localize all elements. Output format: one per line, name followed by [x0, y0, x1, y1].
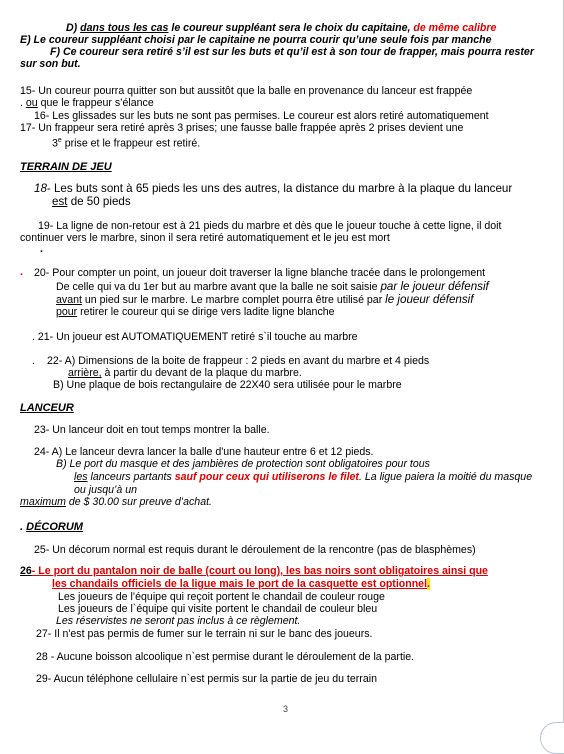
rule-27: 27- Il n'est pas permis de fumer sur le terrain ni sur le banc des joueurs.	[36, 628, 373, 640]
rule-24-line2: B) Le port du masque et des jambières de protection sont obligatoires pour tous	[56, 458, 430, 470]
rule-15-dot: .	[20, 97, 26, 109]
rule-e: E) Le coureur suppléant choisi par le capitaine ne pourra courir qu’une seule fois par manche	[20, 34, 492, 46]
rule-19-line1: 19- La ligne de non-retour est à 21 pieds du marbre et dès que le joueur touche à cette ligne, il doit	[38, 220, 502, 232]
rule-19-line2: continuer vers le marbre, sinon il sera retiré automatiquement et le jeu est mort	[20, 232, 390, 244]
rule-19-bullet: .	[40, 243, 43, 255]
rule-22-marker: .	[32, 355, 35, 367]
rule-20-line2	[56, 280, 489, 294]
rule-20-line2-text: De celle qui va du 1er but au marbre avant que la balle ne soit saisie	[56, 281, 381, 293]
rule-22-line3: B) Une plaque de bois rectangulaire de 22X40 sera utilisée pour le marbre	[53, 379, 402, 391]
rule-22-arriere: arrière,	[68, 367, 102, 379]
rule-18-line2	[52, 195, 131, 208]
page-number: 3	[283, 704, 289, 714]
rule-26-red-line1: - Le port du pantalon noir de balle (court ou long), les bas noirs sont obligatoires ainsi que	[31, 565, 488, 577]
rule-26-line3: Les joueurs de l’équipe qui reçoit portent le chandail de couleur rouge	[58, 591, 385, 603]
rule-26-line5: Les réservistes ne seront pas inclus à ce règlement.	[56, 615, 301, 627]
rule-17-line2	[52, 134, 200, 151]
rule-20-avant: avant	[56, 294, 82, 306]
rule-21: . 21- Un joueur est AUTOMATIQUEMENT retiré s`il touche au marbre	[32, 331, 358, 343]
heading-decorum-text: DÉCORUM	[26, 521, 83, 533]
rule-20-line4	[56, 306, 335, 319]
heading-decorum	[20, 521, 83, 534]
rule-20-line3	[56, 293, 473, 307]
rule-16: 16- Les glissades sur les buts ne sont pas permises. Le coureur est alors retiré automatiquement	[34, 110, 489, 122]
rule-d-main: dans tous les cas	[80, 22, 169, 34]
rule-28: 28 - Aucune boisson alcoolique n`est permise durant le déroulement de la partie.	[36, 651, 415, 663]
rule-23: 23- Un lanceur doit en tout temps montrer la balle.	[34, 424, 270, 436]
rule-20-pour: pour	[56, 306, 78, 318]
rule-f-line1: F) Ce coureur sera retiré s’il est sur les buts et qu’il est à son tour de frapper, mais pourra rester	[50, 46, 534, 58]
rule-26-line1	[20, 565, 488, 578]
rule-15-rest: que le frappeur s’élance	[37, 97, 154, 109]
rule-24-maximum: maximum	[20, 496, 66, 508]
rule-d-red: de même calibre	[413, 22, 497, 34]
rule-d-rest: le coureur suppléant sera le choix du capitaine,	[168, 22, 414, 34]
chat-bubble-icon[interactable]	[540, 722, 564, 754]
rule-15-ou: ou	[25, 97, 38, 109]
rule-24-line3-end: . La ligue paiera la moitié du masque	[358, 471, 533, 483]
rule-24-line1: 24- A) Le lanceur devra lancer la balle d'une hauteur entre 6 et 12 pieds.	[34, 446, 374, 458]
rule-24-les: les	[74, 471, 88, 483]
rule-17-sup: e	[57, 137, 62, 144]
rule-18-num: 18	[34, 182, 47, 195]
rule-26-line2	[20, 578, 430, 591]
rule-29: 29- Aucun téléphone cellulaire n`est permis sur la partie de jeu du terrain	[36, 673, 377, 685]
rule-15-line1: 15- Un coureur pourra quitter son but aussitôt que la balle en provenance du lanceur est frappée	[20, 85, 473, 97]
rule-22-line1: 22- A) Dimensions de la boite de frappeur : 2 pieds en avant du marbre et 4 pieds	[47, 355, 430, 367]
rule-25: 25- Un décorum normal est requis durant le déroulement de la rencontre (pas de blasphèmes)	[34, 544, 476, 556]
rule-26-num: 26	[20, 565, 32, 577]
rule-17-line1: 17- Un frappeur sera retiré après 3 prises; une fausse balle frappée après 2 prises devient une	[20, 122, 464, 134]
rule-17-num: 3	[52, 137, 58, 150]
rule-24-line3-text: lanceurs partants	[87, 471, 175, 483]
rule-26-red-line2: les chandails officiels de la ligue mais le port de la casquette est optionnel	[52, 578, 428, 590]
rule-24-line4: ou jusqu’à un	[74, 484, 138, 496]
rule-22-line2-text: à partir du devant de la plaque du marbre.	[101, 367, 302, 379]
rule-18-rest: de 50 pieds	[67, 195, 131, 208]
rule-26-highlight: .	[427, 578, 430, 590]
rule-18-est: est	[52, 195, 68, 208]
rule-20-line4-text: retirer le coureur qui se dirige vers ladite ligne blanche	[77, 306, 335, 318]
rule-20-line3-italic: le joueur défensif	[385, 293, 474, 306]
rule-24-line3	[74, 471, 532, 484]
heading-decorum-prefix: .	[20, 521, 27, 533]
rule-17-rest: prise et le frappeur est retiré.	[61, 137, 201, 150]
rule-20-line2-italic: par le joueur défensif	[380, 280, 489, 293]
rule-24-line5	[20, 496, 212, 509]
rule-20-line3-text: un pied sur le marbre. Le marbre complet pourra être utilisé par	[81, 294, 386, 306]
rule-24-line5-text: de $ 30.00 sur preuve d’achat.	[65, 496, 212, 508]
rule-f-line2: sur son but.	[20, 58, 81, 70]
rule-20-marker: .	[20, 266, 23, 278]
rule-15-line2	[20, 97, 154, 110]
heading-lanceur: LANCEUR	[20, 402, 74, 414]
heading-terrain-de-jeu: TERRAIN DE JEU	[20, 161, 112, 173]
rule-18-line1	[34, 182, 512, 195]
rule-20-line1: 20- Pour compter un point, un joueur doit traverser la ligne blanche tracée dans le prolongement	[34, 267, 486, 279]
rule-d-prefix: D)	[66, 22, 81, 34]
rule-26-line4: Les joueurs de l`équipe qui visite portent le chandail de couleur bleu	[58, 603, 378, 615]
rule-18-text: - Les buts sont à 65 pieds les uns des autres, la distance du marbre à la plaque du lanceur	[46, 182, 513, 195]
rule-24-red: sauf pour ceux qui utiliserons le filet	[174, 471, 359, 483]
